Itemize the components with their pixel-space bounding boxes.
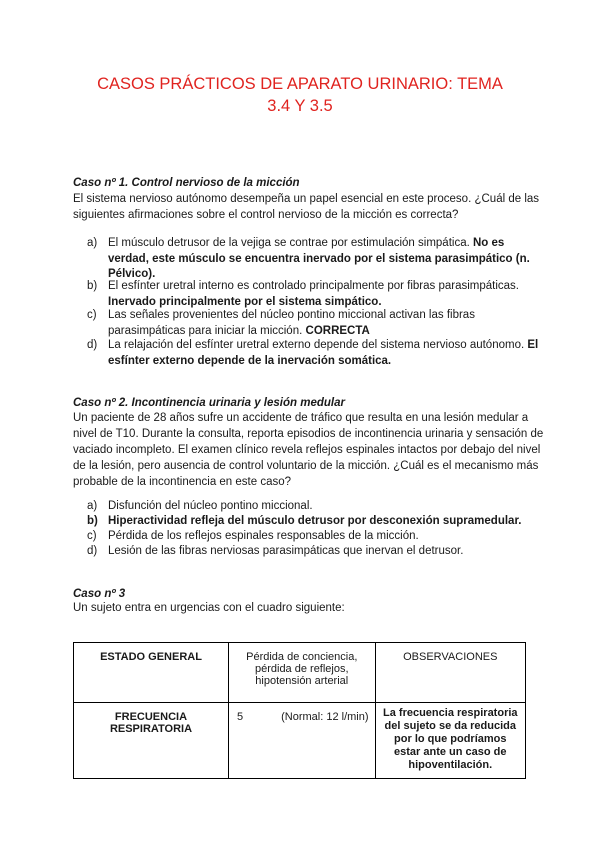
option-letter: c) (87, 309, 97, 321)
case2-question-line: Un paciente de 28 años sufre un accidente de tráfico que resulta en una lesión medular a (73, 412, 529, 424)
case2-question (73, 410, 544, 490)
option-answer-note: verdad, este músculo se encuentra inervado por el sistema parasimpático (n. (108, 252, 530, 265)
observation-line: por lo que podríamos (394, 733, 507, 745)
option-text: Disfunción del núcleo pontino miccional. (108, 500, 313, 512)
option-text: El esfínter uretral interno es controlado principalmente por fibras parasimpáticas. (108, 280, 520, 292)
option-text: La relajación del esfínter uretral externo depende del sistema nervioso autónomo. (108, 339, 525, 351)
option-letter: b) (87, 515, 98, 527)
case2-heading: Caso nº 2. Incontinencia urinaria y lesión medular (73, 397, 345, 409)
title-line-1: CASOS PRÁCTICOS DE APARATO URINARIO: TEMA (97, 75, 503, 93)
finding-line: hipotensión arterial (255, 675, 349, 687)
case1-question-line: El sistema nervioso autónomo desempeña un papel esencial en este proceso. ¿Cuál de las (73, 193, 540, 205)
respiratory-rate-value: 5 (236, 711, 244, 723)
clinical-table (73, 642, 526, 779)
option-letter: a) (87, 500, 98, 512)
case2-question-line: de la lesión, pero ausencia de control voluntario de la micción. ¿Cuál es el mecanismo más (73, 460, 539, 472)
case1-heading: Caso nº 1. Control nervioso de la micción (73, 177, 300, 189)
option-text: El músculo detrusor de la vejiga se contrae por estimulación simpática. (108, 237, 470, 249)
table-cell-observaciones-header: OBSERVACIONES (375, 643, 525, 703)
label-line: FRECUENCIA (114, 711, 188, 723)
case3-heading: Caso nº 3 (73, 588, 126, 600)
option-letter: c) (87, 530, 97, 542)
option-text: parasimpáticas para iniciar la micción. (108, 324, 303, 337)
case1-question-line: siguientes afirmaciones sobre el control nervioso de la micción es correcta? (73, 209, 459, 221)
table-cell-respiratory-value (228, 703, 375, 779)
finding-line: Pérdida de conciencia, (246, 651, 358, 663)
case2-question-line: probable de la incontinencia en este caso? (73, 476, 292, 488)
option-line (108, 324, 533, 340)
table-row (74, 703, 526, 779)
document-title (40, 73, 560, 117)
observation-line: del sujeto se da reducida (384, 720, 516, 732)
case1-question (73, 191, 540, 223)
option-text: Lesión de las fibras nerviosas parasimpáticas que inervan el detrusor. (108, 545, 464, 557)
option-answer-note: Pélvico). (108, 268, 156, 280)
option-letter: a) (87, 237, 98, 249)
observation-line: hipoventilación. (408, 759, 493, 771)
option-text: Hiperactividad refleja del músculo detrusor por desconexión supramedular. (108, 515, 522, 527)
table-cell-frecuencia-respiratoria (74, 703, 229, 779)
case3-intro-text: Un sujeto entra en urgencias con el cuadro siguiente: (73, 602, 345, 614)
option-text: Pérdida de los reflejos espinales responsables de la micción. (108, 530, 419, 542)
table-cell-general-findings (228, 643, 375, 703)
title-line-2: 3.4 Y 3.5 (267, 97, 333, 115)
label-line: RESPIRATORIA (109, 723, 193, 735)
observation-line: estar ante un caso de (394, 746, 507, 758)
table-cell-estado-general: ESTADO GENERAL (74, 643, 229, 703)
table-row (74, 643, 526, 703)
finding-line: pérdida de reflejos, (254, 663, 349, 675)
option-answer-note: CORRECTA (305, 324, 370, 337)
option-answer-note: esfínter externo depende de la inervación somática. (108, 354, 392, 367)
observation-line: La frecuencia respiratoria (383, 707, 518, 719)
case2-question-line: vaciado incompleto. El examen clínico revela reflejos espinales intactos por debajo del nivel (73, 444, 541, 456)
case2-question-line: nivel de T10. Durante la consulta, reporta episodios de incontinencia urinaria y sensación de (73, 428, 544, 440)
respiratory-rate-normal: (Normal: 12 l/min) (281, 711, 369, 723)
case3-intro (73, 600, 531, 616)
table-cell-observation (375, 703, 525, 779)
option-line (108, 338, 539, 354)
option-letter: d) (87, 339, 98, 351)
option-answer-note: Inervado principalmente por el sistema simpático. (108, 295, 382, 308)
option-letter: b) (87, 280, 98, 292)
option-answer-note: El (527, 339, 539, 351)
option-letter: d) (87, 545, 98, 557)
option-line (108, 236, 533, 252)
option-text: Las señales provenientes del núcleo pontino miccional activan las fibras (108, 309, 475, 321)
option-answer-note: No es (473, 237, 505, 249)
